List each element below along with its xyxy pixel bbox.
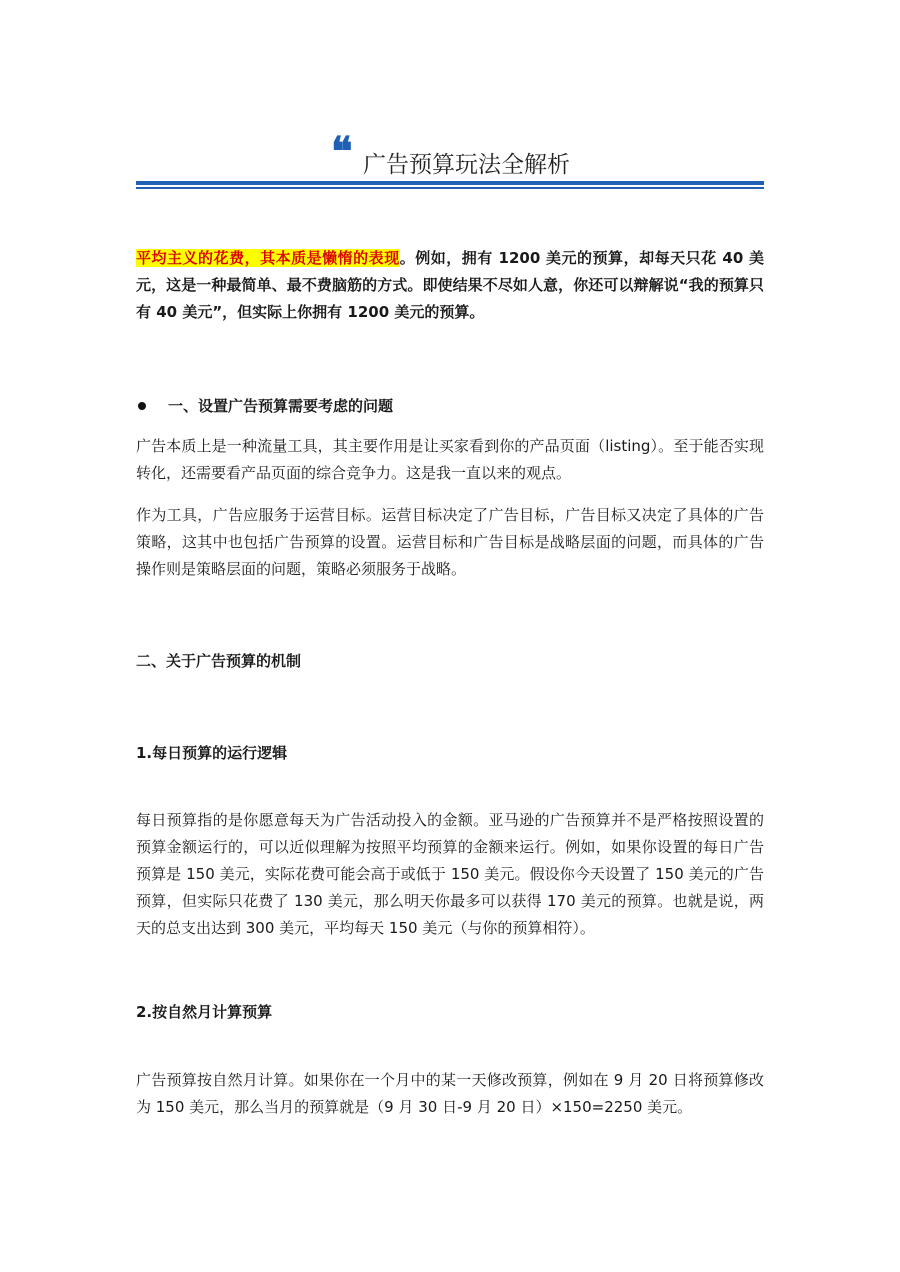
subsection2-paragraph: 广告预算按自然月计算。如果你在一个月中的某一天修改预算，例如在 9 月 20 日将预算修改为 150 美元，那么当月的预算就是（9 月 30 日-9 月 20 日）×150=2250 美元。: [136, 1071, 764, 1116]
bullet-icon: [138, 402, 146, 410]
section1-paragraph-2: 作为工具，广告应服务于运营目标。运营目标决定了广告目标，广告目标又决定了具体的广告策略，这其中也包括广告预算的设置。运营目标和广告目标是战略层面的问题，而具体的广告操作则是策略层面的问题，策略必须服务于战略。: [136, 506, 764, 578]
section2-heading: 二、关于广告预算的机制: [136, 652, 302, 670]
intro-text: 。例如，拥有 1200 美元的预算，却每天只花 40 美元，这是一种最简单、最不费脑筋的方式。即使结果不尽如人意，你还可以辩解说“我的预算只有 40 美元”，但实际上你拥有 1200 美元的预算。: [136, 249, 764, 321]
title-divider-thin: [136, 187, 764, 189]
page-title: 广告预算玩法全解析: [363, 152, 570, 178]
intro-paragraph: [136, 245, 764, 326]
subsection1-heading: 1.每日预算的运行逻辑: [136, 744, 288, 762]
subsection2-heading: 2.按自然月计算预算: [136, 1003, 273, 1021]
subsection1-paragraph: 每日预算指的是你愿意每天为广告活动投入的金额。亚马逊的广告预算并不是严格按照设置的预算金额运行的，可以近似理解为按照平均预算的金额来运行。例如，如果你设置的每日广告预算是 150 美元，实际花费可能会高于或低于 150 美元。假设你今天设置了 150 美元的广告预算，但实际只花费了 130 美元，那么明天你最多可以获得 170 美元的预算。也就是说，两天的总支出达到 300 美元，平均每天 150 美元（与你的预算相符）。: [136, 811, 764, 937]
title-divider: [136, 181, 764, 189]
title-divider-thick: [136, 181, 764, 185]
section1-paragraph-1: 广告本质上是一种流量工具，其主要作用是让买家看到你的产品页面（listing）。至于能否实现转化，还需要看产品页面的综合竞争力。这是我一直以来的观点。: [136, 437, 764, 482]
quote-icon: ❝: [331, 128, 353, 175]
intro-highlight: 平均主义的花费，其本质是懒惰的表现: [136, 249, 400, 267]
section1-heading: 一、设置广告预算需要考虑的问题: [168, 397, 394, 415]
section1-heading-row: [136, 394, 764, 418]
